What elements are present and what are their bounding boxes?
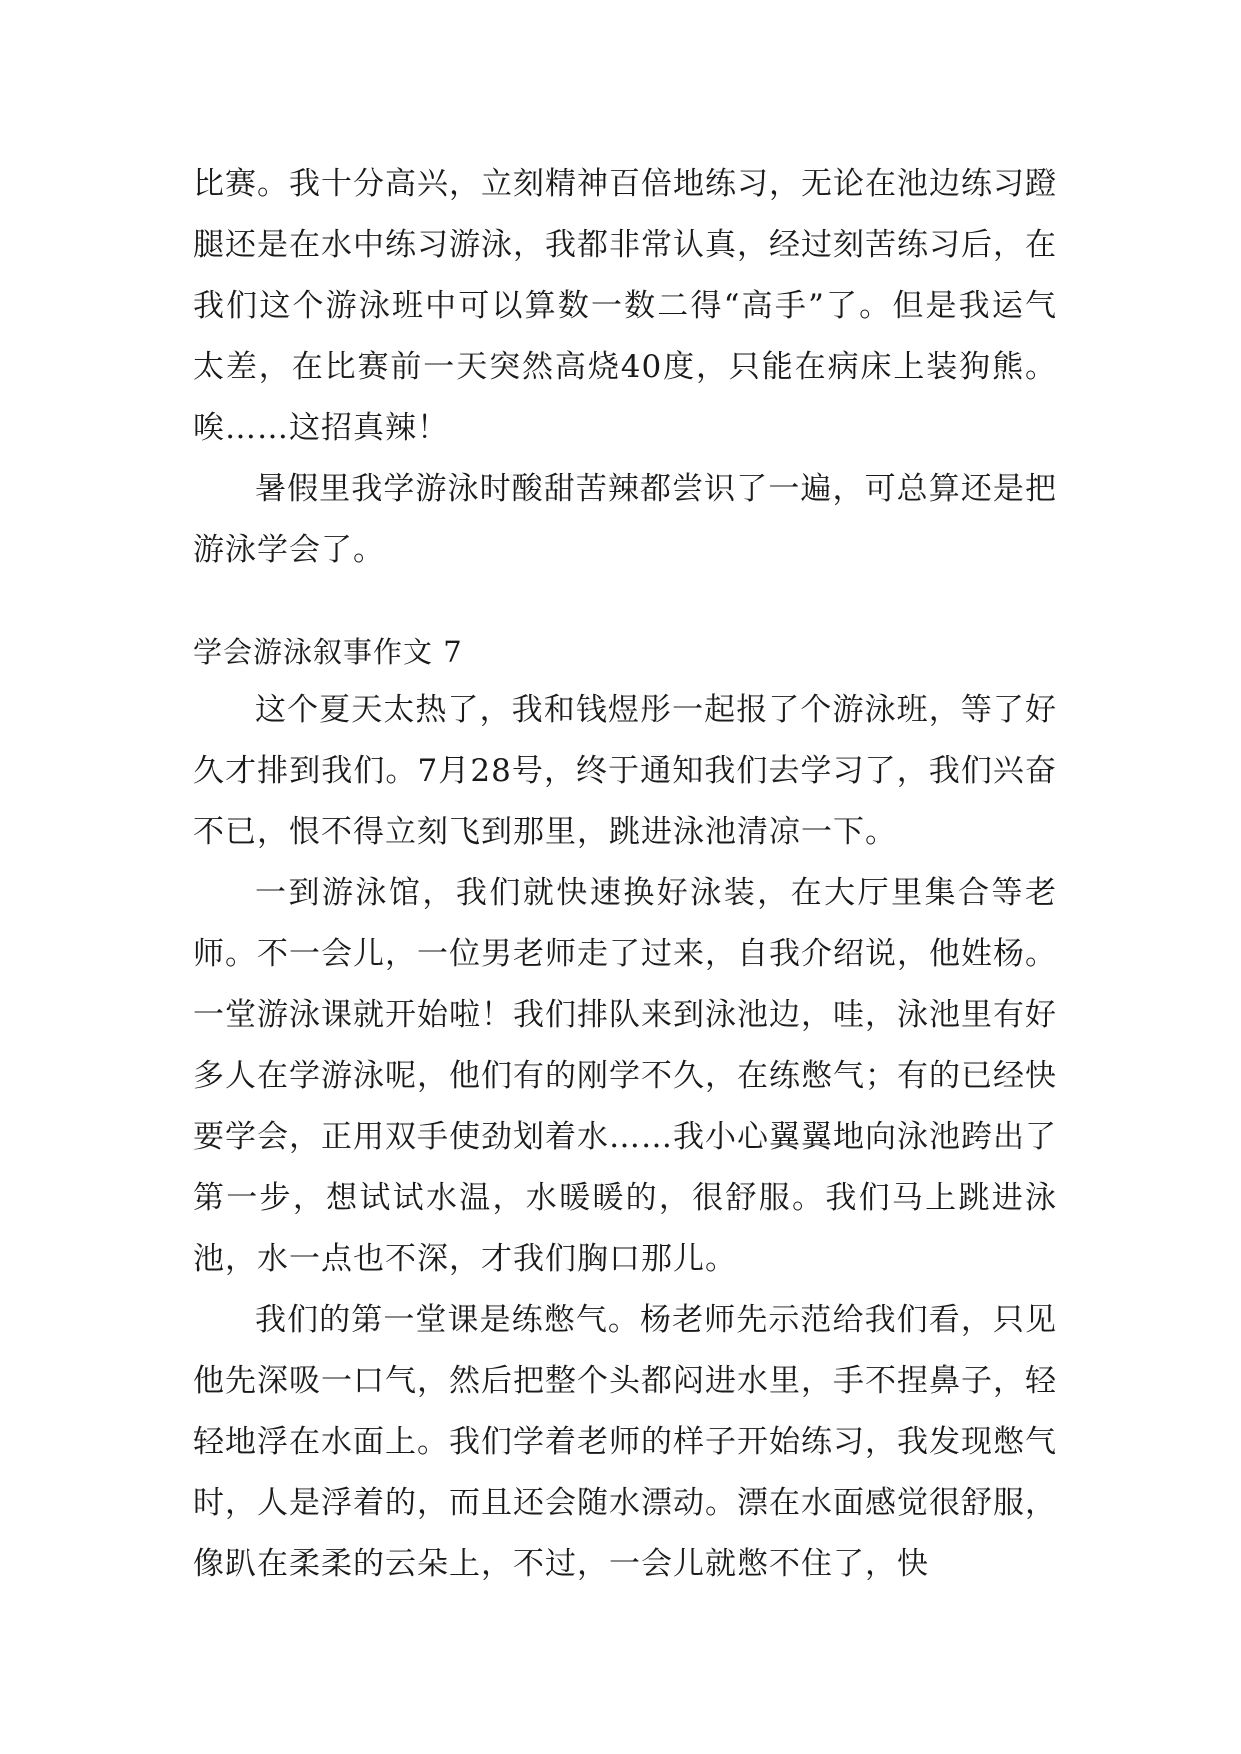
- section-title: 学会游泳叙事作文 7: [193, 635, 463, 669]
- paragraph-arrival: 一到游泳馆，我们就快速换好泳装，在大厅里集合等老师。不一会儿，一位男老师走了过来，自我介绍说，他姓杨。一堂游泳课就开始啦！我们排队来到泳池边，哇，泳池里有好多人在学游泳呢，他们有的刚学不久，在练憋气；有的已经快要学会，正用双手使劲划着水……我小心翼翼地向泳池跨出了第一步，想试试水温，水暖暖的，很舒服。我们马上跳进泳池，水一点也不深，才我们胸口那儿。: [193, 875, 1057, 1277]
- paragraph-intro: 这个夏天太热了，我和钱煜彤一起报了个游泳班，等了好久才排到我们。7月28号，终于通知我们去学习了，我们兴奋不已，恨不得立刻飞到那里，跳进泳池清凉一下。: [193, 692, 1057, 850]
- paragraph-summary: 暑假里我学游泳时酸甜苦辣都尝识了一遍，可总算还是把游泳学会了。: [193, 471, 1057, 568]
- text-block-top: [193, 154, 1057, 581]
- paragraph-first-lesson: 我们的第一堂课是练憋气。杨老师先示范给我们看，只见他先深吸一口气，然后把整个头都闷进水里，手不捏鼻子，轻轻地浮在水面上。我们学着老师的样子开始练习，我发现憋气时，人是浮着的，而且还会随水漂动。漂在水面感觉很舒服，像趴在柔柔的云朵上，不过，一会儿就憋不住了，快: [193, 1302, 1057, 1582]
- paragraph-continuation: 比赛。我十分高兴，立刻精神百倍地练习，无论在池边练习蹬腿还是在水中练习游泳，我都非常认真，经过刻苦练习后，在我们这个游泳班中可以算数一数二得“高手”了。但是我运气太差，在比赛前一天突然高烧40度，只能在病床上装狗熊。唉……这招真辣！: [193, 166, 1057, 446]
- text-block-essay-7: [193, 680, 1057, 1595]
